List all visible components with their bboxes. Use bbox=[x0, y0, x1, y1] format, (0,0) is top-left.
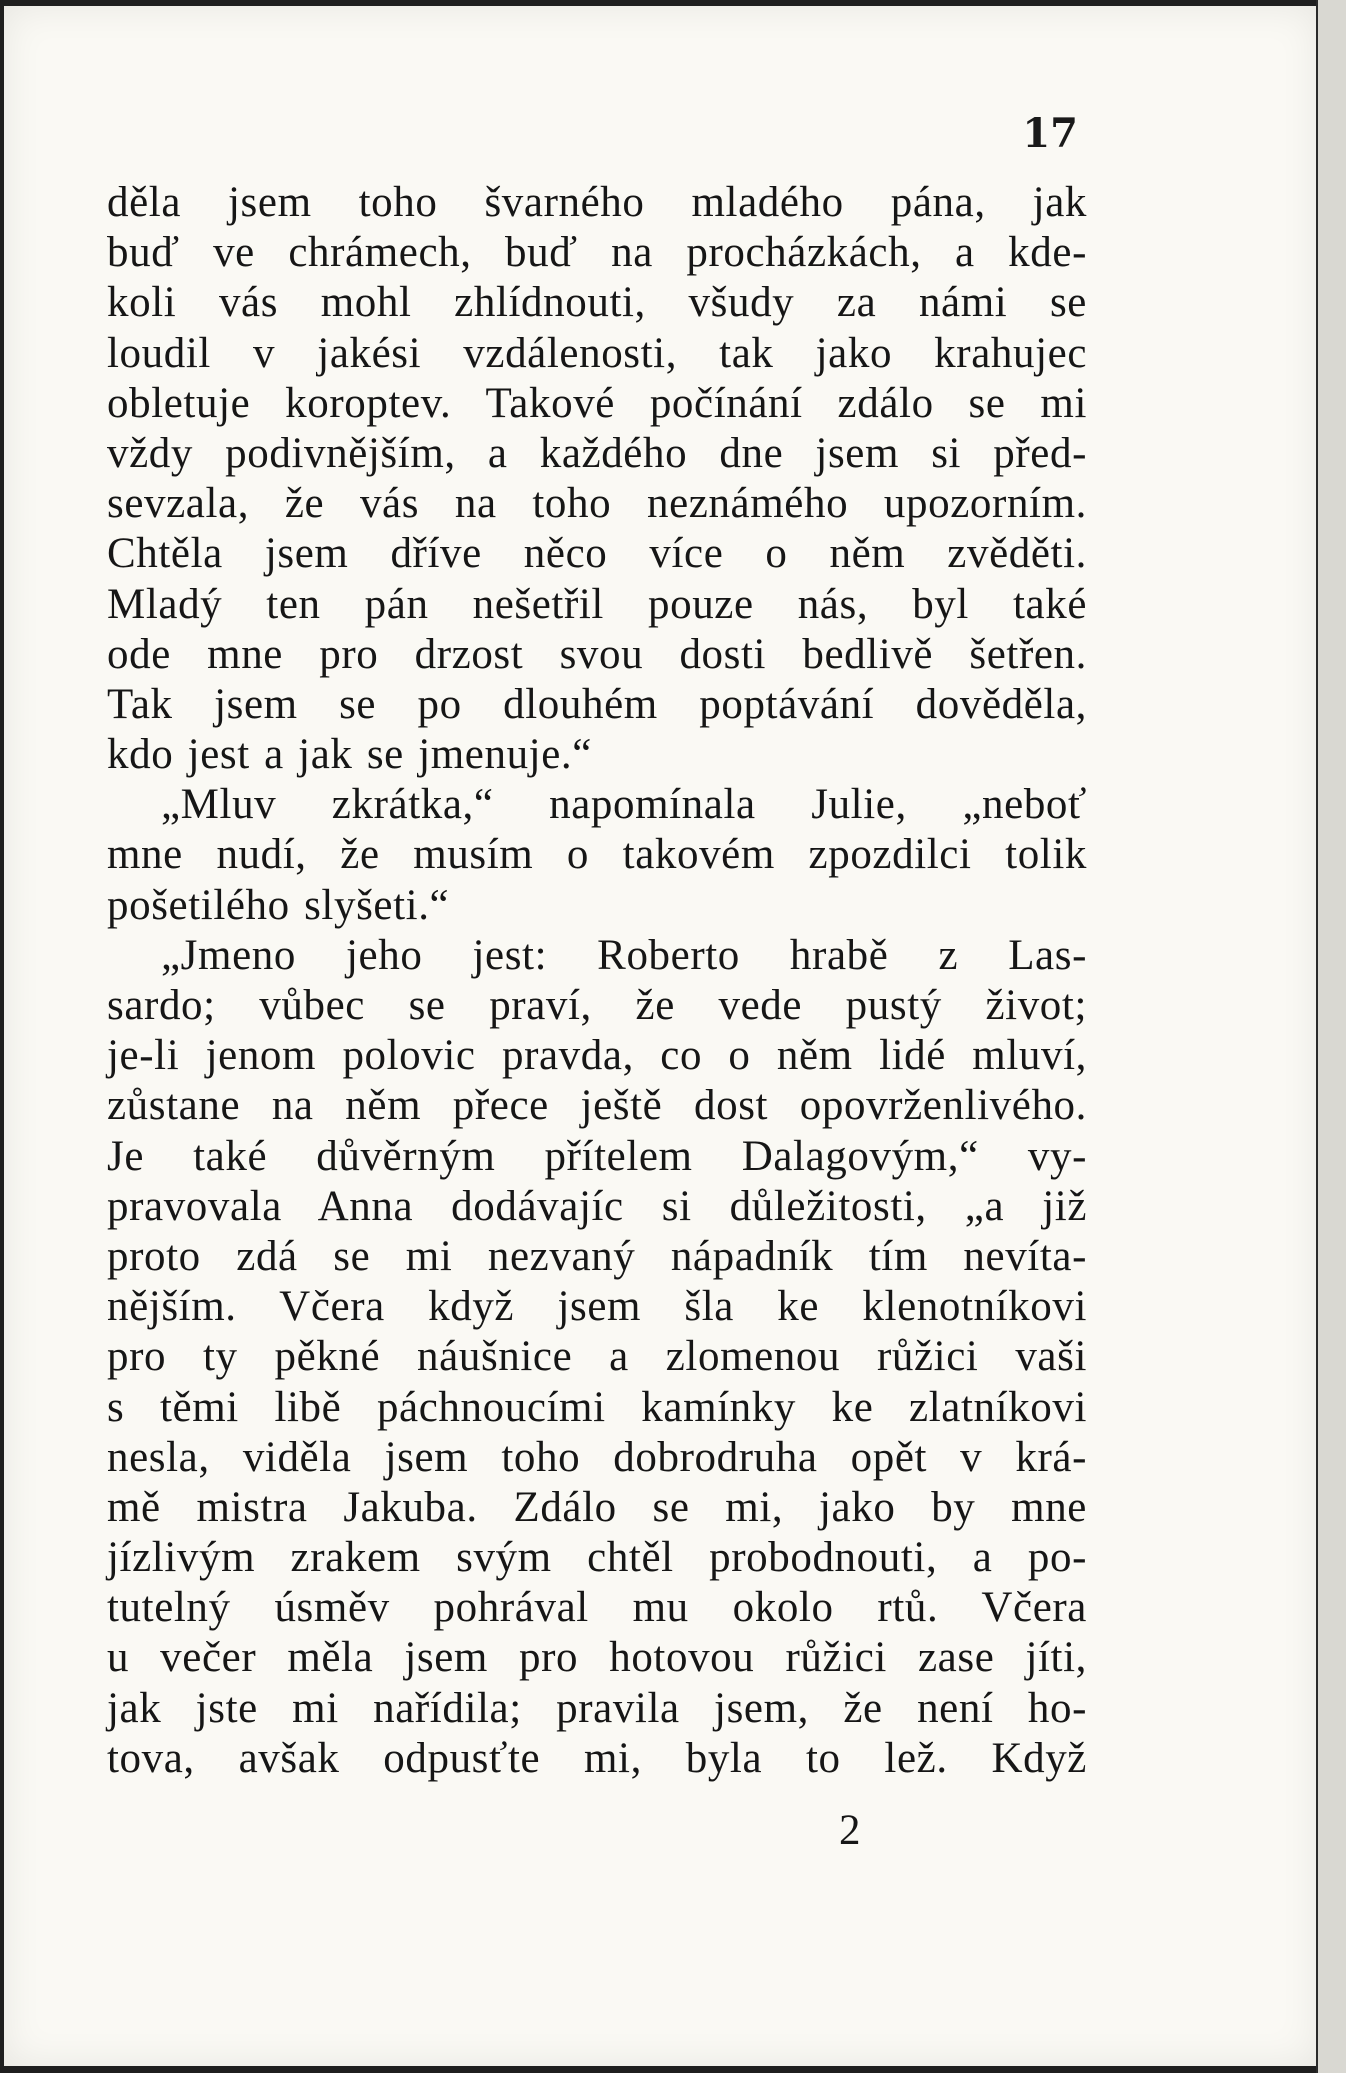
adjacent-page-edge bbox=[1316, 0, 1346, 2073]
text-line: pravovala Anna dodávajíc si důležitosti, „a již bbox=[107, 1182, 1087, 1230]
text-line: kdo jest a jak se jmenuje.“ bbox=[107, 731, 592, 779]
text-line: mě mistra Jakuba. Zdálo se mi, jako by mne bbox=[107, 1483, 1087, 1531]
text-line: u večer měla jsem pro hotovou růžici zase jíti, bbox=[107, 1634, 1087, 1682]
text-line: Mladý ten pán nešetřil pouze nás, byl také bbox=[107, 580, 1087, 628]
text-line: sevzala, že vás na toho neznámého upozorním. bbox=[107, 480, 1087, 528]
text-line: sardo; vůbec se praví, že vede pustý život; bbox=[107, 982, 1087, 1029]
text-line: buď ve chrámech, buď na procházkách, a kde- bbox=[107, 229, 1087, 277]
book-page bbox=[4, 6, 1318, 2066]
text-line: „Jmeno jeho jest: Roberto hrabě z Las- bbox=[161, 931, 1087, 979]
text-line: Je také důvěrným přítelem Dalagovým,“ vy- bbox=[107, 1132, 1087, 1180]
text-line: děla jsem toho švarného mladého pána, jak bbox=[107, 179, 1087, 226]
text-line: koli vás mohl zhlídnouti, všudy za námi se bbox=[107, 279, 1087, 327]
text-line: je-li jenom polovic pravda, co o něm lidé mluví, bbox=[107, 1032, 1087, 1080]
text-line: pro ty pěkné náušnice a zlomenou růžici vaši bbox=[107, 1333, 1087, 1381]
text-line: loudil v jakési vzdálenosti, tak jako krahujec bbox=[107, 329, 1087, 377]
text-line: mne nudí, že musím o takovém zpozdilci tolik bbox=[107, 831, 1087, 879]
text-line: vždy podivnějším, a každého dne jsem si před- bbox=[107, 429, 1087, 477]
body-text bbox=[107, 178, 1087, 1784]
text-line: tutelný úsměv pohrával mu okolo rtů. Včera bbox=[107, 1584, 1087, 1632]
signature-mark: 2 bbox=[839, 1807, 861, 1854]
text-line: pošetilého slyšeti.“ bbox=[107, 881, 450, 929]
text-line: s těmi libě páchnoucími kamínky ke zlatníkovi bbox=[107, 1383, 1087, 1431]
text-line: jízlivým zrakem svým chtěl probodnouti, a po- bbox=[107, 1534, 1087, 1582]
text-line: ode mne pro drzost svou dosti bedlivě šetřen. bbox=[107, 630, 1087, 678]
text-line: obletuje koroptev. Takové počínání zdálo se mi bbox=[107, 379, 1087, 427]
text-line: nějším. Včera když jsem šla ke klenotníkovi bbox=[107, 1283, 1087, 1331]
page-number: 17 bbox=[1022, 110, 1078, 157]
text-line: proto zdá se mi nezvaný nápadník tím nevíta- bbox=[107, 1232, 1087, 1280]
text-line: Tak jsem se po dlouhém poptávání dověděla, bbox=[107, 680, 1087, 728]
text-line: nesla, viděla jsem toho dobrodruha opět v krá- bbox=[107, 1433, 1087, 1481]
text-line: Chtěla jsem dříve něco více o něm zvěděti. bbox=[107, 530, 1087, 578]
text-line: zůstane na něm přece ještě dost opovrženlivého. bbox=[107, 1082, 1087, 1130]
text-line: „Mluv zkrátka,“ napomínala Julie, „neboť bbox=[161, 781, 1087, 829]
text-line: jak jste mi nařídila; pravila jsem, že není ho- bbox=[107, 1684, 1087, 1732]
text-line: tova, avšak odpusťte mi, byla to lež. Když bbox=[107, 1734, 1087, 1782]
